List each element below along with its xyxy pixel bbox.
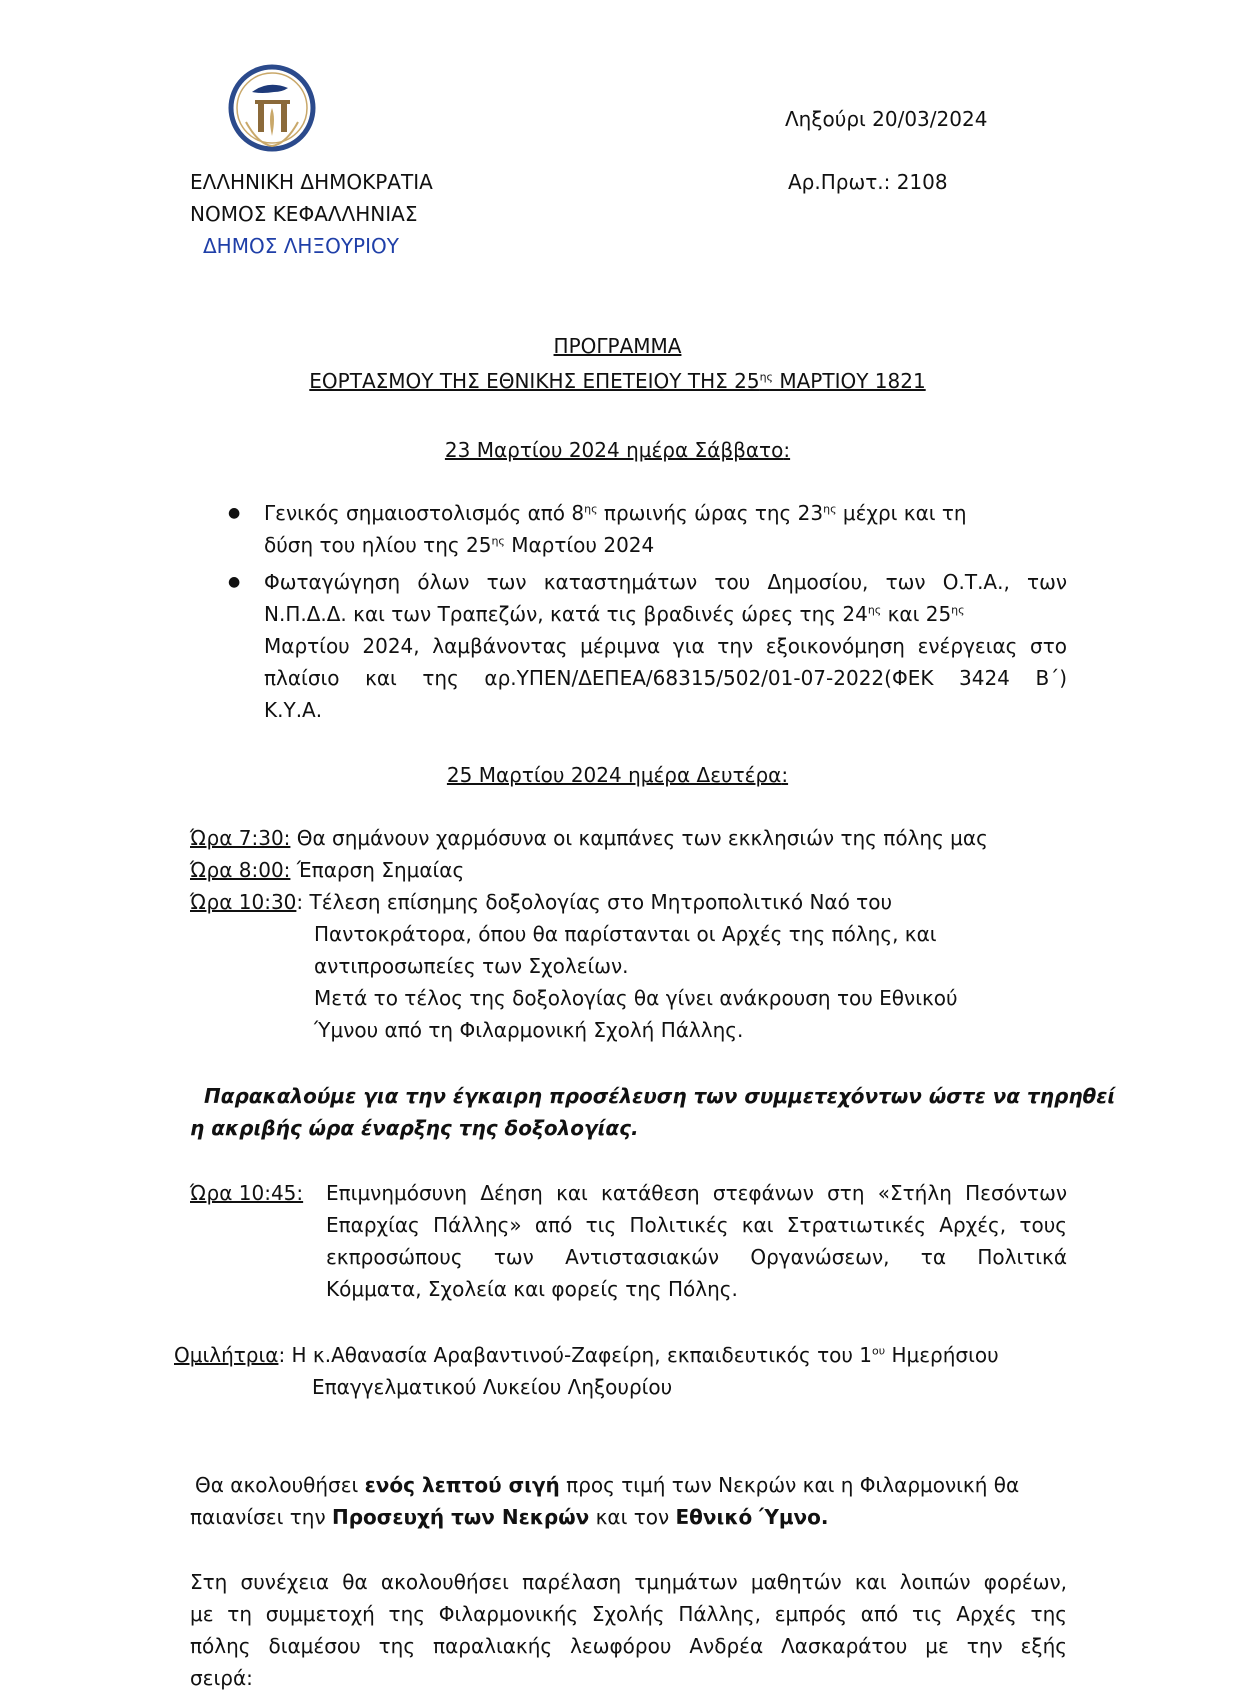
- event-0730: Ώρα 7:30: Θα σημάνουν χαρμόσυνα οι καμπάνες των εκκλησιών της πόλης μας: [190, 826, 988, 850]
- place-date: Ληξούρι 20/03/2024: [785, 107, 988, 131]
- protocol-number: Αρ.Πρωτ.: 2108: [788, 170, 948, 194]
- event-1045-line4: Κόμματα, Σχολεία και φορείς της Πόλης.: [326, 1277, 738, 1301]
- notice-line1: Παρακαλούμε για την έγκαιρη προσέλευση των συμμετεχόντων ώστε να τηρηθεί: [204, 1084, 1116, 1108]
- org-line-2: ΝΟΜΟΣ ΚΕΦΑΛΛΗΝΙΑΣ: [190, 202, 418, 226]
- parade-line1: Στη συνέχεια θα ακολουθήσει παρέλαση τμημάτων μαθητών και λοιπών φορέων,: [190, 1570, 1067, 1594]
- bullet2-line1: Φωταγώγηση όλων των καταστημάτων του Δημοσίου, των Ο.Τ.Α., των: [264, 570, 1067, 594]
- bullet2-line3: Μαρτίου 2024, λαμβάνοντας μέριμνα για την εξοικονόμηση ενέργειας στο: [264, 634, 1067, 658]
- silence-line1: Θα ακολουθήσει ενός λεπτού σιγή προς τιμή των Νεκρών και η Φιλαρμονική θα: [195, 1473, 1020, 1497]
- bullet1-line2: δύση του ηλίου της $25^{\eta\varsigma}$ Μαρτίου 2024: [264, 533, 655, 557]
- bullet-dot: ●: [228, 574, 241, 590]
- municipality-emblem: [228, 62, 316, 154]
- event-1030-line4: Μετά το τέλος της δοξολογίας θα γίνει ανάκρουση του Εθνικού: [314, 986, 958, 1010]
- event-1030-line5: Ύμνου από τη Φιλαρμονική Σχολή Πάλλης.: [314, 1018, 744, 1042]
- event-1045-line1: Επιμνημόσυνη Δέηση και κατάθεση στεφάνων στη «Στήλη Πεσόντων: [326, 1181, 1067, 1205]
- parade-line2: με τη συμμετοχή της Φιλαρμονικής Σχολής Πάλλης, εμπρός από τις Αρχές της: [190, 1602, 1067, 1626]
- notice-line2: η ακριβής ώρα έναρξης της δοξολογίας.: [190, 1116, 639, 1140]
- bullet-dot: ●: [228, 505, 241, 521]
- parade-line4: σειρά:: [190, 1666, 253, 1690]
- org-line-1: ΕΛΛΗΝΙΚΗ ΔΗΜΟΚΡΑΤΙΑ: [190, 170, 433, 194]
- doc-subtitle: ΕΟΡΤΑΣΜΟΥ ΤΗΣ ΕΘΝΙΚΗΣ ΕΠΕΤΕΙΟΥ ΤΗΣ $25^{\eta\varsigma}$ ΜΑΡΤΙΟΥ 1821: [309, 369, 926, 393]
- day1-heading: 23 Μαρτίου 2024 ημέρα Σάββατο:: [444, 438, 791, 462]
- event-1045-line2: Επαρχίας Πάλλης» από τις Πολιτικές και Στρατιωτικές Αρχές, τους: [326, 1213, 1067, 1237]
- event-1045-time: Ώρα 10:45:: [190, 1181, 304, 1205]
- silence-line2: παιανίσει την Προσευχή των Νεκρών και τον Εθνικό Ύμνο.: [190, 1505, 829, 1529]
- bullet2-line4: πλαίσιο και της αρ.ΥΠΕΝ/ΔΕΠΕΑ/68315/502/01-07-2022(ΦΕΚ 3424 Β΄): [264, 666, 1067, 690]
- doc-title: ΠΡΟΓΡΑΜΜΑ: [553, 334, 682, 358]
- speaker-line2: Επαγγελματικού Λυκείου Ληξουρίου: [312, 1375, 673, 1399]
- bullet2-line5: Κ.Υ.Α.: [264, 698, 323, 722]
- event-1030: Ώρα 10:30: Τέλεση επίσημης δοξολογίας στο Μητροπολιτικό Ναό του: [190, 890, 893, 914]
- event-1045-line3: εκπροσώπους των Αντιστασιακών Οργανώσεων, τα Πολιτικά: [326, 1245, 1067, 1269]
- speaker-line1: Ομιλήτρια: Η κ.Αθανασία Αραβαντινού-Ζαφείρη, εκπαιδευτικός του $1^{o\upsilon}$ Ημερήσιου: [174, 1343, 999, 1367]
- org-line-3: ΔΗΜΟΣ ΛΗΞΟΥΡΙΟΥ: [203, 234, 399, 258]
- event-1030-line3: αντιπροσωπείες των Σχολείων.: [314, 954, 629, 978]
- event-0800: Ώρα 8:00: Έπαρση Σημαίας: [190, 858, 465, 882]
- event-1030-line2: Παντοκράτορα, όπου θα παρίστανται οι Αρχές της πόλης, και: [314, 922, 937, 946]
- day2-heading: 25 Μαρτίου 2024 ημέρα Δευτέρα:: [446, 763, 789, 787]
- parade-line3: πόλης διαμέσου της παραλιακής λεωφόρου Ανδρέα Λασκαράτου με την εξής: [190, 1634, 1067, 1658]
- bullet1-line1: Γενικός σημαιοστολισμός από $8^{\eta\varsigma}$ πρωινής ώρας της $23^{\eta\varsigma}$ μέχρι και τη: [264, 501, 967, 525]
- bullet2-line2: Ν.Π.Δ.Δ. και των Τραπεζών, κατά τις βραδινές ώρες της $24^{\eta\varsigma}$ και $25^{\eta\varsigma}$: [264, 602, 965, 626]
